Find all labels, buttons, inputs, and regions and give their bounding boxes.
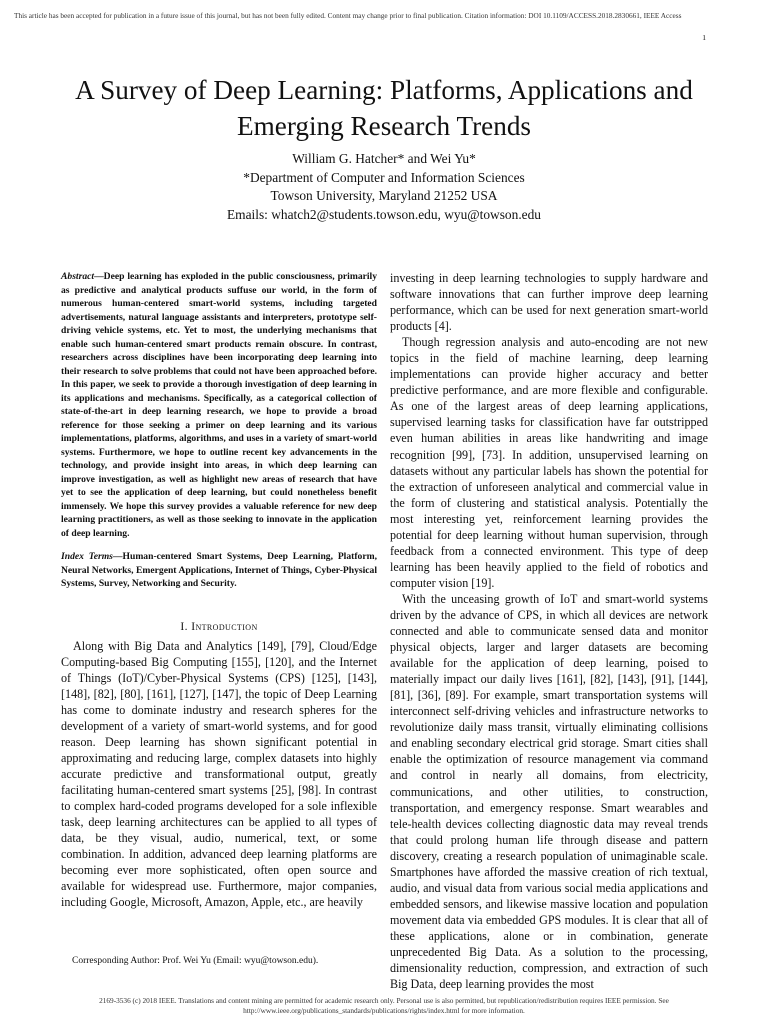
body-paragraph: investing in deep learning technologies to supply hardware and software innovations that can further improve deep learning performance, which can be used for next generation smart-world products [4]. xyxy=(390,271,708,334)
author-department: *Department of Computer and Information Sciences xyxy=(243,169,525,185)
section-heading-introduction: I. Introduction xyxy=(180,619,258,633)
index-terms-text: —Human-centered Smart Systems, Deep Learning, Platform, Neural Networks, Emergent Applications, Internet of Things, Cyber-Physical Systems, Survey, Networking and Security. xyxy=(61,551,377,589)
author-emails: Emails: whatch2@students.towson.edu, wyu@towson.edu xyxy=(226,206,542,222)
body-paragraph: Along with Big Data and Analytics [149], [79], Cloud/Edge Computing-based Big Computing [155], [120], and the Internet of Things (IoT)/Cyber-Physical Systems (CPS) [125], [143], [148], [82], [80], [161], [127], [147], the topic of Deep Learning has come to dominate industry and research spheres for the development of a variety of smart-world systems, and for good reason. Deep learning has shown significant potential in approximating and reducing large, complex datasets into highly accurate predictive and transformational output, greatly facilitating human-centered smart systems [25], [98]. In contrast to complex hard-coded programs developed for a sole inflexible task, deep learning architectures can be applied to all types of data, be they visual, audio, numerical, text, or some combination. In addition, advanced deep learning platforms are becoming ever more sophisticated, often open source and available for widespread use. Furthermore, major companies, including Google, Microsoft, Amazon, Apple, etc., are heavily xyxy=(61,638,377,910)
page-number: 1 xyxy=(702,33,706,42)
index-terms-label: Index Terms xyxy=(61,551,113,562)
corresponding-author-footnote: Corresponding Author: Prof. Wei Yu (Email: wyu@towson.edu). xyxy=(72,956,319,966)
introduction-left-text xyxy=(61,638,377,911)
abstract-text: —Deep learning has exploded in the public consciousness, primarily as predictive and analytical products suffuse our world, in the form of numerous human-centered smart-world systems, including targeted advertisements, natural language assistants and interpreters, prototype self-driving vehicle systems, etc. Yet to most, the underlying mechanisms that enable such human-centered smart products remain obscure. In contrast, researchers across disciplines have been incorporating deep learning into their research to solve problems that could not have been approached before. In this paper, we seek to provide a thorough investigation of deep learning in its applications and mechanisms. Specifically, as a categorical collection of state-of-the-art in deep learning research, we hope to provide a broad reference for those seeking a primer on deep learning and its various implementations, platforms, algorithms, and uses in a variety of smart-world systems. Furthermore, we hope to outline recent key advancements in the technology, and provide insight into areas, in which deep learning can improve investigation, as well as highlight new areas of research that have yet to see the application of deep learning, but could nonetheless benefit immensely. We hope this survey provides a valuable reference for new deep learning practitioners, as well as those seeking to innovate in the application of deep learning. xyxy=(61,271,377,539)
author-names: William G. Hatcher* and Wei Yu* xyxy=(292,151,476,166)
publication-banner: This article has been accepted for publication in a future issue of this journal, but has not been fully edited. Content may change prior to final publication. Citation information: DOI 10.1109/ACCESS.2018.2830661, IEEE Access xyxy=(14,11,682,20)
abstract xyxy=(61,270,377,540)
body-paragraph: With the unceasing growth of IoT and smart-world systems driven by the advance of CPS, in which all devices are network connected and able to communicate sensed data and monitor physical objects, larger and larger datasets are becoming available for the application of deep learning, poised to materially impact our daily lives [161], [82], [143], [91], [144], [81], [36], [89]. For example, smart transportation systems will interconnect self-driving vehicles and infrastructure networks to revolutionize daily mass transit, virtually eliminating collisions and enabling secondary electrical grid storage. Smart cities shall enable the optimization of resource management via command and control in nearly all domains, from electricity, communications, and other utilities, to construction, transportation, and emergency response. Smart wearables and tele-health devices collecting diagnostic data may reveal trends that could prolong human life through disease and pattern discovery, creating a research population of unimaginable scale. Smartphones have afforded the massive creation of rich textual, audio, and visual data from various social media applications and embedded sensors, and likewise massive location and population movement data via embedded GPS modules. It is clear that all of these applications, alone or in combination, generate unprecedented Big Data. As a solution to the processing, dimensionality reduction, compression, and extraction of such Big Data, deep learning provides the most xyxy=(390,591,708,992)
left-column xyxy=(61,270,377,910)
footer-line-1: 2169-3536 (c) 2018 IEEE. Translations and content mining are permitted for academic research only. Personal use is also permitted, but republication/redistribution requires IEEE permission. See xyxy=(99,996,669,1005)
author-university: Towson University, Maryland 21252 USA xyxy=(270,188,498,203)
paper-title: A Survey of Deep Learning: Platforms, Applications and Emerging Research Trends xyxy=(75,75,693,141)
footer-line-2: http://www.ieee.org/publications_standards/publications/rights/index.html for more information. xyxy=(243,1006,525,1015)
body-paragraph: Though regression analysis and auto-encoding are not new topics in the field of machine learning, deep learning implementations can provide higher accuracy and better predictive performance, and are more flexible and configurable. As one of the largest areas of deep learning applications, supervised learning tasks for classification have far outstripped even human abilities in areas like handwriting and image recognition [99], [73]. In addition, unsupervised learning on datasets without any particular labels has shown the potential for the extraction of unforeseen analytical and commercial value in the form of clustering and statistical analysis. Potentially the most interesting yet, reinforcement learning provides the potential for deep learning without human supervision, through feedback from a connected environment. This type of deep learning has been heavily applied to the field of robotics and computer vision [19]. xyxy=(390,335,708,590)
author-block xyxy=(40,150,728,224)
right-column xyxy=(390,270,708,992)
introduction-right-text xyxy=(390,270,708,992)
abstract-label: Abstract xyxy=(61,271,95,282)
index-terms xyxy=(61,550,377,591)
copyright-footer xyxy=(24,996,744,1016)
